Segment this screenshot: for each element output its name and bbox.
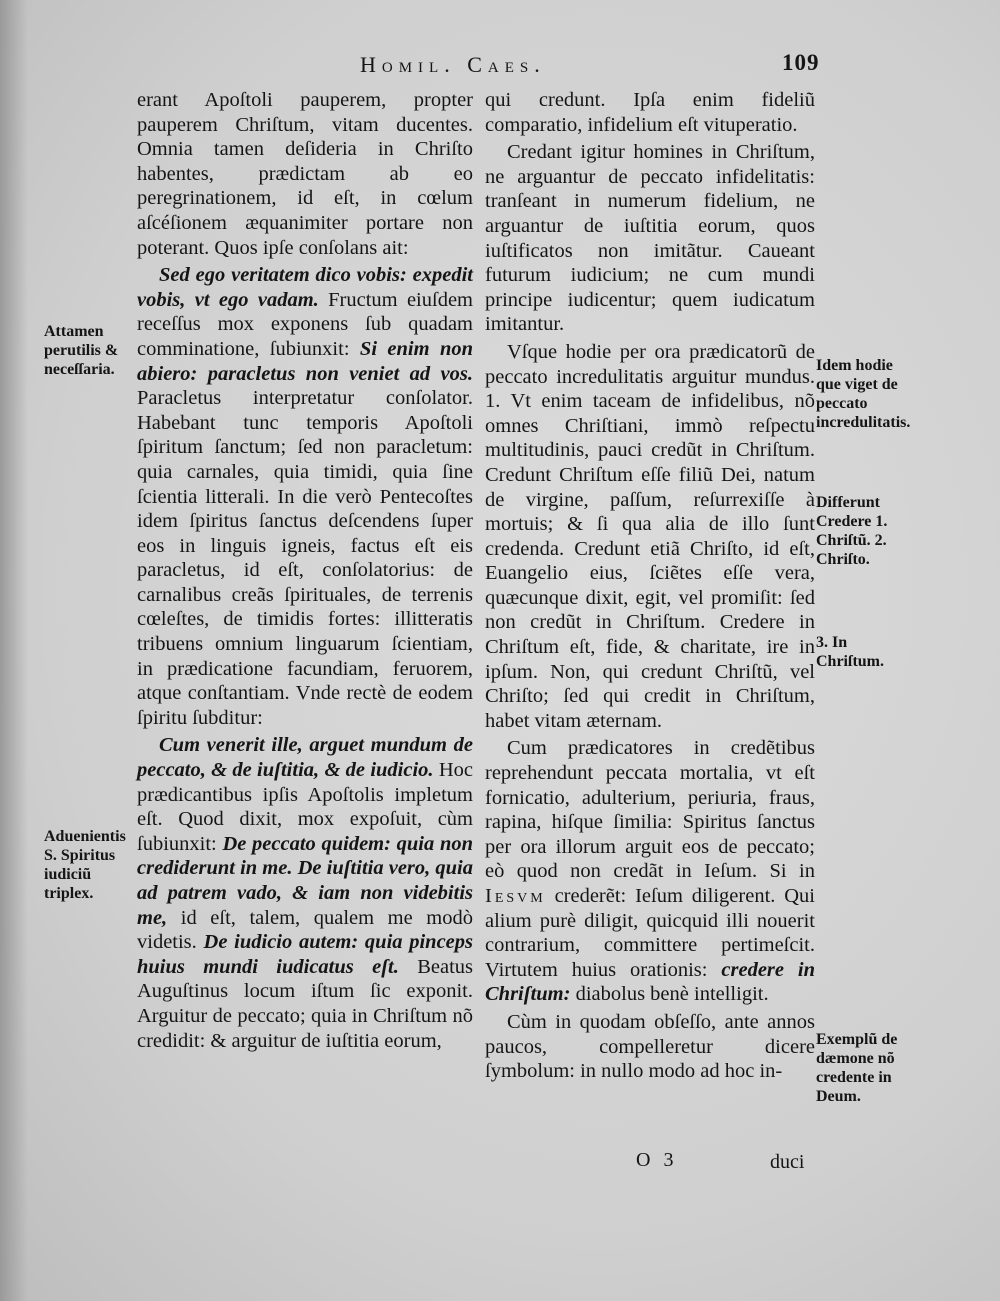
running-title: Homil. Caes.: [360, 52, 546, 77]
left-p2-lemma2: Si enim non abiero: paracletus non veniet ad vos.: [137, 337, 473, 385]
left-p3-text3: Beatus Auguſtinus locum iſtum ſic exponit. Arguitur de peccato; quia in Chriſtum nõ credidit: & arguitur de iuſtitia eorum,: [137, 955, 473, 1052]
catchword: duci: [770, 1151, 805, 1173]
margin-note-differunt: Differunt Credere 1. Chriſtũ. 2. Chriſto.: [816, 494, 888, 568]
margin-note-attamen: Attamen perutilis & neceſſaria.: [44, 323, 119, 378]
left-paragraph-2: [137, 263, 473, 730]
right-p4-lemma: credere in Chriſtum:: [485, 958, 816, 1006]
left-p2-lemma: Sed ego veritatem dico vobis: expedit vobis, vt ego vadam.: [137, 264, 473, 311]
margin-note-exemplum: Exemplũ de dæmone nõ credente in Deum.: [816, 1031, 898, 1105]
right-paragraph-4: [485, 736, 815, 1007]
left-p1-text: erant Apoſtoli pauperem, propter pauperem Chriſtum, vitam ducentes. Omnia tamen deſideria in Chriſto habentes, prædictam ab eo peregrinationem, id eſt, in cœlum aſcéſionem æquanimiter portare non poterant. Quos ipſe conſolans ait:: [137, 89, 473, 259]
margin-note-aduenientis: Aduenientis S. Spiritus iudiciũ triplex.: [44, 828, 126, 902]
margin-note-idem-hodie: Idem hodie que viget de peccato incredulitatis.: [816, 357, 911, 431]
right-paragraph-5: Cùm in quodam obſeſſo, ante annos paucos, compelleretur dicere ſymbolum: in nullo modo ad hoc in-: [485, 1010, 815, 1083]
right-paragraph-2: Credant igitur homines in Chriſtum, ne arguantur de peccato infidelitatis: tranſeant in numerum fidelium, ne arguantur de iuſtitia eorum, quos iuſtificatos non imitãtur. Caueant futurum iudicium; ne cum mundi principe iudicentur; quem iudicatum imitantur.: [485, 141, 815, 336]
right-p4-a: Cum prædicatores in credẽtibus reprehendunt peccata mortalia, vt eſt fornicatio, adulterium, periuria, fraus, rapina, hiſque ſimilia: Spiritus ſanctus per ora illorum arguit eos de peccato; eò quod non credãt in Ieſum. Si in: [485, 737, 815, 883]
left-p3-text2: id eſt, talem, qualem me modò videtis.: [137, 906, 473, 954]
left-paragraph-3: [137, 733, 473, 1053]
left-p3-lemma: Cum venerit ille, arguet mundum de peccato, & de iuſtitia, & de iudicio.: [137, 734, 473, 782]
right-paragraph-1: qui credunt. Ipſa enim fideliũ comparatio, infidelium eſt vituperatio.: [485, 89, 815, 136]
left-column: [137, 88, 473, 1056]
left-p3-lemma2: De peccato quidem: quia non crediderunt in me. De iuſtitia vero, quia ad patrem vado, & iam non videbitis me,: [137, 832, 473, 929]
gutter-shadow: [0, 0, 28, 1301]
left-paragraph-1: [137, 88, 473, 260]
left-p2-text2: Paracletus interpretatur conſolator. Habebant tunc temporis Apoſtoli ſpiritum ſanctum; ſed non paracletum: quia carnales, quia timidi, quia ſine ſcientia litterali. In die verò Pentecoſtes idem ſpiritus ſanctus deſcendens ſuper eos in linguis igneis, factus eſt eis paracletus, id eſt, conſolatorius: de carnalibus creãs ſpirituales, de terrenis cœleſtes, de timidis fortes: illitteratis tribuens omnium linguarum ſcientiam, in prædicatione facundiam, feruorem, atque conſtantiam. Vnde rectè de eodem ſpiritu ſubditur:: [137, 387, 473, 729]
left-p2-text: Fructum eiuſdem receſſus mox exponens ſub quadam comminatione, ſubiunxit:: [137, 288, 473, 360]
right-p4-b: crederẽt: Ieſum diligerent. Qui alium purè diligit, quicquid illi nouerit contrarium, committere pertimeſcit. Virtutem huius orationis:: [485, 885, 815, 981]
left-p3-text: Hoc prædicantibus ipſis Apoſtolis impletum eſt. Quod dixit, mox expoſuit, cùm ſubiunxit:: [137, 759, 473, 855]
page-number: 109: [782, 50, 820, 75]
right-p4-name: Iesvm: [485, 885, 546, 907]
signature-mark: O 3: [636, 1149, 678, 1171]
right-paragraph-3: Vſque hodie per ora prædicatorũ de peccato incredulitatis arguitur mundus. 1. Vt enim taceam de infidelibus, nõ omnes Chriſtiani, immò reſpectu multitudinis, pauci credũt in Chriſtum. Credunt Chriſtum eſſe filiũ Dei, natum de virgine, paſſum, reſurrexiſſe à mortuis; & ſi qua alia de illo ſunt credenda. Credunt etiã Chriſto, id eſt, Euangelio eius, ſciẽtes eſſe vera, quæcunque dixit, egit, vel promiſit: ſed non credũt in Chriſtum. Credere in Chriſtum eſt, fide, & charitate, ire in ipſum. Non, qui credunt Chriſtũ, vel Chriſto; ſed qui credit in Chriſtum, habet vitam æternam.: [485, 340, 815, 732]
right-column: [485, 88, 815, 1087]
margin-note-in-christum: 3. In Chriſtum.: [816, 634, 884, 670]
left-p3-lemma3: De iudicio autem: quia pinceps huius mundi iudicatus eſt.: [137, 931, 474, 978]
right-p4-c: diabolus benè intelligit.: [570, 983, 769, 1006]
